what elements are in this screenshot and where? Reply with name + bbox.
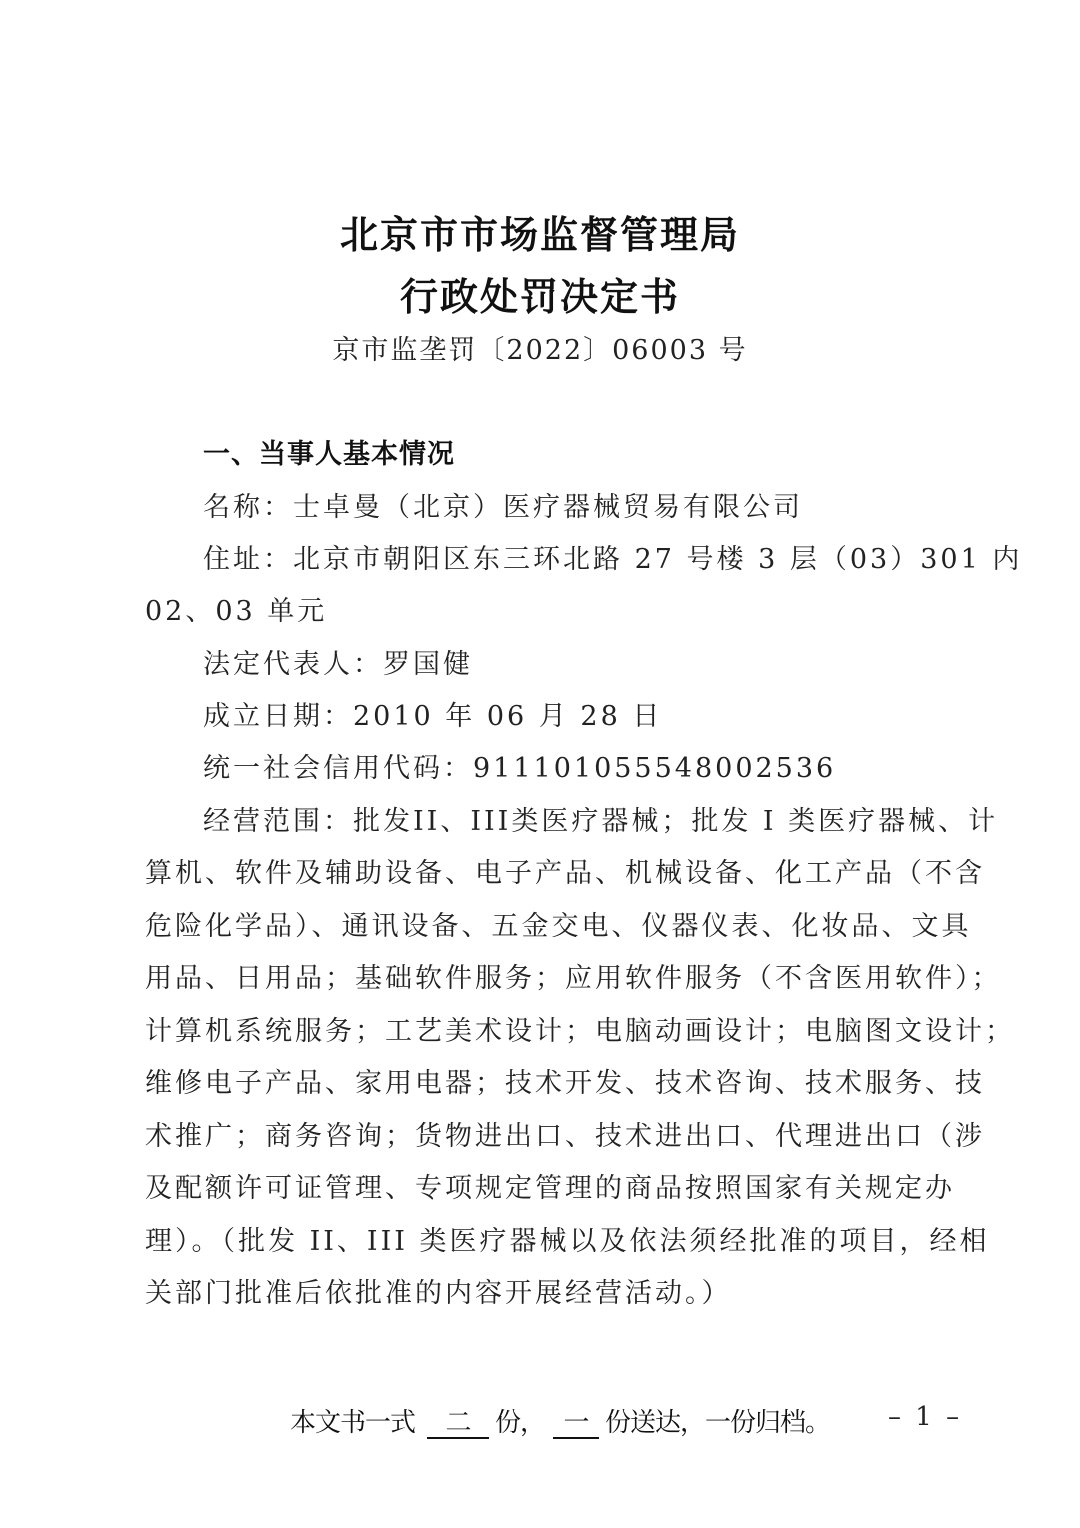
field-address-value: 北京市朝阳区东三环北路 27 号楼 3 层（03）301 内 (293, 544, 1023, 575)
copies-prefix: 本文书一式 (290, 1408, 416, 1438)
field-legal-rep (203, 642, 473, 681)
field-credit-code-value: 911101055548002536 (473, 753, 837, 784)
field-name (203, 485, 803, 524)
field-address-label: 住址： (203, 544, 293, 575)
field-established-value: 2010 年 06 月 28 日 (353, 701, 663, 732)
copies-mid2: 份送达，一份归档。 (605, 1408, 831, 1438)
field-address (203, 537, 1022, 576)
field-legal-rep-value: 罗国健 (383, 649, 473, 680)
business-scope-line: 关部门批准后依批准的内容开展经营活动。） (145, 1278, 732, 1309)
business-scope-line: 批发II、III类医疗器械；批发 I 类医疗器械、计 (353, 806, 999, 837)
field-credit-code-label: 统一社会信用代码： (203, 753, 473, 784)
field-name-label: 名称： (203, 492, 293, 523)
copies-statement (290, 1402, 830, 1439)
business-scope-line: 用品、日用品；基础软件服务；应用软件服务（不含医用软件）； (145, 963, 1002, 994)
business-scope-line: 算机、软件及辅助设备、电子产品、机械设备、化工产品（不含 (145, 858, 985, 889)
copies-sent-blank: 一 (553, 1409, 599, 1439)
business-scope-line: 术推广；商务咨询；货物进出口、技术进出口、代理进出口（涉 (145, 1121, 985, 1152)
copies-total-blank: 二 (427, 1409, 489, 1439)
business-scope-line: 危险化学品）、通讯设备、五金交电、仪器仪表、化妆品、文具 (145, 911, 972, 942)
document-title-agency: 北京市市场监督管理局 (339, 213, 740, 257)
business-scope-line: 理）。（批发 II、III 类医疗器械以及依法须经批准的项目，经相 (145, 1226, 990, 1257)
field-established (203, 694, 662, 733)
field-established-label: 成立日期： (203, 701, 353, 732)
document-number: 京市监垄罚〔2022〕06003 号 (332, 335, 748, 366)
copies-mid1: 份， (495, 1408, 546, 1438)
page-number: – 1 – (888, 1402, 963, 1432)
field-business-scope-label: 经营范围： (203, 806, 353, 837)
business-scope-line: 维修电子产品、家用电器；技术开发、技术咨询、技术服务、技 (145, 1068, 985, 1099)
field-address-continued: 02、03 单元 (145, 596, 328, 627)
section-heading-party-info: 一、当事人基本情况 (203, 439, 455, 470)
field-business-scope (203, 799, 998, 838)
field-name-value: 士卓曼（北京）医疗器械贸易有限公司 (293, 492, 803, 523)
field-credit-code (203, 746, 836, 785)
business-scope-line: 计算机系统服务；工艺美术设计；电脑动画设计；电脑图文设计； (145, 1016, 1015, 1047)
business-scope-line: 及配额许可证管理、专项规定管理的商品按照国家有关规定办 (145, 1173, 955, 1204)
document-title-type: 行政处罚决定书 (399, 275, 680, 319)
field-legal-rep-label: 法定代表人： (203, 649, 383, 680)
